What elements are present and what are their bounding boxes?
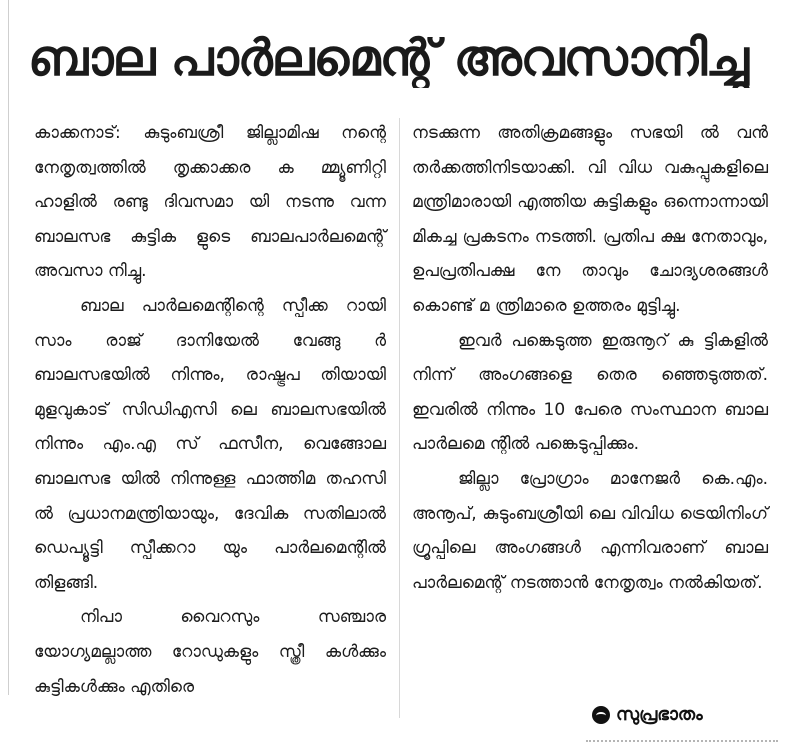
article-column-left	[34, 116, 386, 704]
paragraph: നിപാ വൈറസും സഞ്ചാര യോഗ്യമല്ലാത്ത റോഡുകളും സ്ത്രീ കൾക്കും കുട്ടികൾക്കും എതിരെ	[34, 607, 386, 697]
left-border-rule	[8, 0, 9, 695]
column-divider	[399, 118, 400, 718]
bottom-dotted-rule	[586, 740, 778, 742]
suprabhaatham-logo-icon	[592, 706, 610, 724]
brand-name: സുപ്രഭാതം	[616, 704, 703, 725]
paragraph: നടക്കുന്ന അതിക്രമങ്ങളും സഭയി ൽ വൻ തർക്കത്തിനിടയാക്കി. വി വിധ വകുപ്പുകളിലെ മന്ത്രിമാരായി എത്തിയ കുട്ടികളും ഒന്നൊന്നായി മികച്ച പ്രകടനം നടത്തി. പ്രതിപ ക്ഷ നേതാവും, ഉപപ്രതിപക്ഷ നേ താവും ചോദ്യശരങ്ങൾ കൊണ്ട് മ ന്ത്രിമാരെ ഉത്തരം മുട്ടിച്ചു.	[412, 123, 768, 316]
article-headline: ബാല പാർലമെന്റ് അവസാനിച്ചു	[28, 29, 748, 87]
paragraph: ബാല പാർലമെന്റിന്റെ സ്പീക്ക റായി സാം രാജ് ദാനിയേൽ വേങ്ങു ർ ബാലസഭയിൽ നിന്നും, രാഷ്ട്രപ തിയായി മുളവുകാട് സിഡിഎസി ലെ ബാലസഭയിൽ നിന്നും എം.എ സ് ഫസീന, വെങ്ങോല ബാലസഭ യിൽ നിന്നുള്ള ഫാത്തിമ തഹസി ൽ പ്രധാനമന്ത്രിയായും, ദേവിക സതിലാൽ ഡെപ്യൂട്ടി സ്പീക്കറാ യും പാർലമെന്റിൽ തിളങ്ങി.	[34, 295, 386, 593]
article-column-right	[412, 116, 768, 600]
newspaper-brand	[592, 704, 703, 725]
paragraph: ഇവർ പങ്കെടുത്ത ഇരുനൂറ് കു ട്ടികളിൽ നിന്ന് അംഗങ്ങളെ തെര ഞ്ഞെടുത്തത്. ഇവരിൽ നിന്നും 10 പേരെ സംസ്ഥാന ബാല പാർലമെ ന്റിൽ പങ്കെടുപ്പിക്കും.	[412, 330, 768, 455]
paragraph: കാക്കനാട്: കുടുംബശ്രീ ജില്ലാമിഷ നന്റെ നേതൃത്വത്തിൽ തൃക്കാക്കര ക മ്മ്യൂണിറ്റി ഹാളിൽ രണ്ടു ദിവസമാ യി നടന്നു വന്ന ബാലസഭ കുട്ടിക ളുടെ ബാലപാർലമെന്റ് അവസാ നിച്ചു.	[34, 123, 386, 282]
paragraph: ജില്ലാ പ്രോഗ്രാം മാനേജർ കെ.എം. അനൂപ്, കുടുംബശ്രീയി ലെ വിവിധ ട്രെയിനിംഗ് ഗ്രൂപ്പിലെ അംഗങ്ങൾ എന്നിവരാണ് ബാല പാർലമെന്റ് നടത്താൻ നേതൃത്വം നൽകിയത്.	[412, 468, 768, 593]
